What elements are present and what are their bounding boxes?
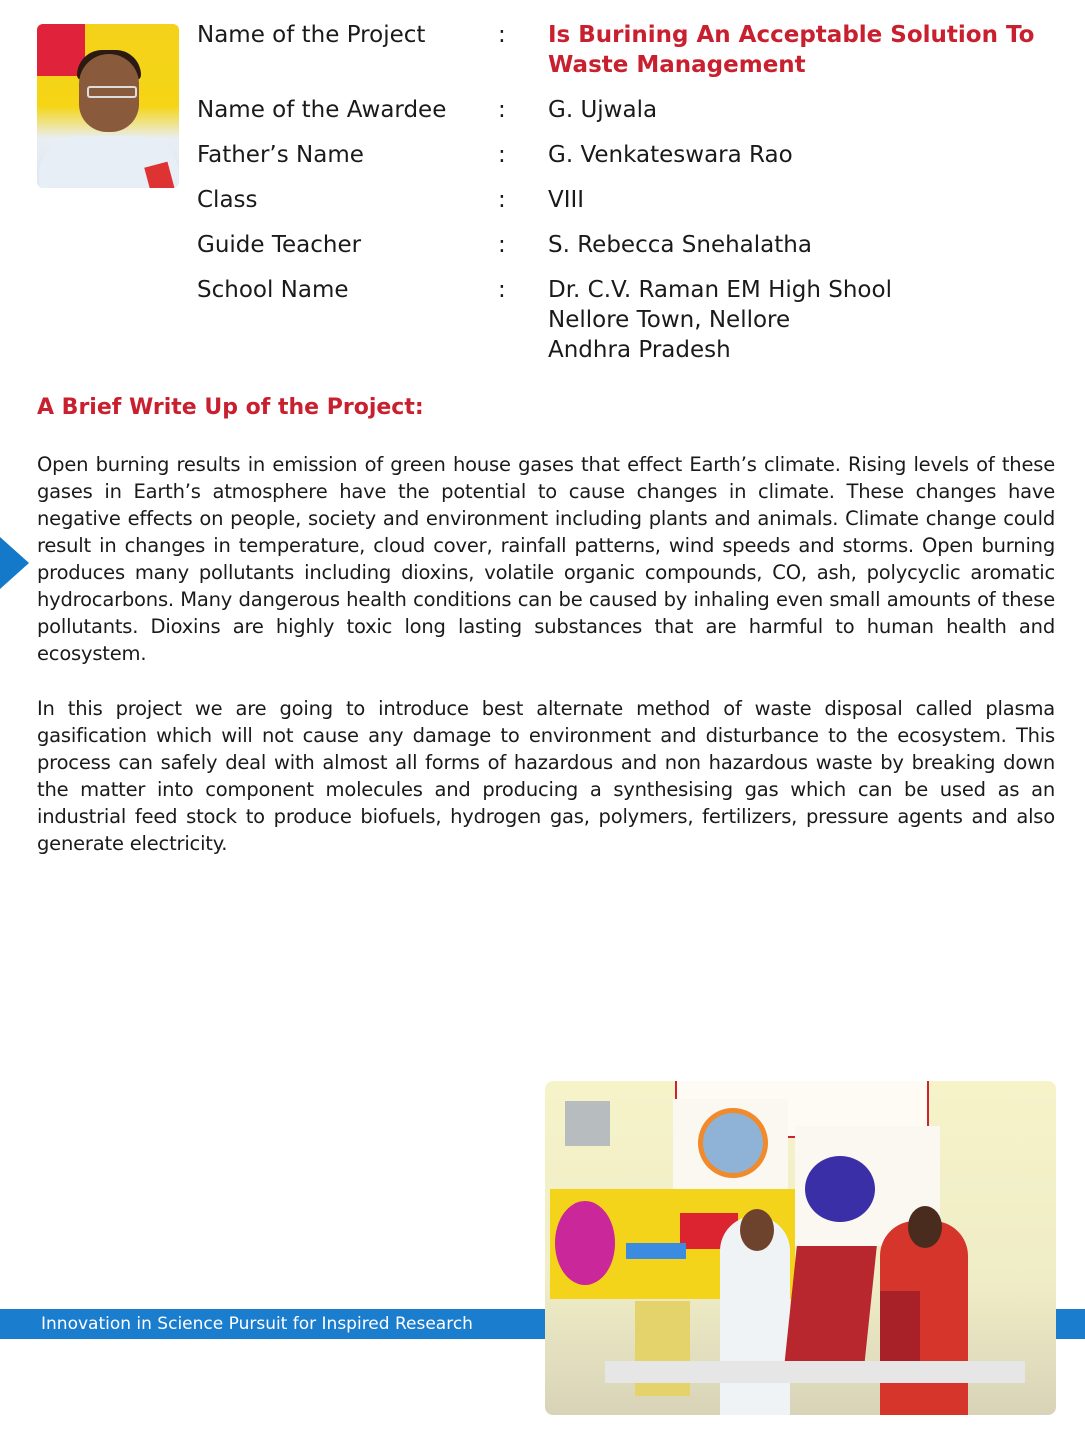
detail-label: Name of the Project bbox=[197, 22, 426, 48]
footer-tagline: Innovation in Science Pursuit for Inspired Research bbox=[41, 1314, 473, 1334]
father-name: G. Venkateswara Rao bbox=[548, 142, 793, 168]
project-title bbox=[548, 20, 1048, 80]
footer-band-right bbox=[1056, 1309, 1085, 1339]
detail-colon: : bbox=[498, 187, 506, 213]
school-town: Nellore Town, Nellore bbox=[548, 307, 791, 333]
detail-colon: : bbox=[498, 232, 506, 258]
project-title-line2: Waste Management bbox=[548, 52, 806, 78]
detail-label: Name of the Awardee bbox=[197, 97, 447, 123]
section-heading: A Brief Write Up of the Project: bbox=[37, 395, 424, 420]
detail-colon: : bbox=[498, 97, 506, 123]
school-address bbox=[548, 275, 1048, 365]
awardee-portrait-photo bbox=[37, 24, 179, 188]
project-title-line1: Is Burining An Acceptable Solution To bbox=[548, 22, 1035, 48]
guide-teacher: S. Rebecca Snehalatha bbox=[548, 232, 812, 258]
detail-label: Class bbox=[197, 187, 258, 213]
detail-colon: : bbox=[498, 142, 506, 168]
class-value: VIII bbox=[548, 187, 585, 213]
school-name: Dr. C.V. Raman EM High Shool bbox=[548, 277, 892, 303]
school-state: Andhra Pradesh bbox=[548, 337, 731, 363]
triangle-marker-icon bbox=[0, 537, 29, 589]
write-up-paragraph: Open burning results in emission of green house gases that effect Earth’s climate. Rising levels of these gases in Earth’s atmosphere have the potential to cause changes in climate. These changes have negative effects on people, society and environment including plants and animals. Climate change could result in changes in temperature, cloud cover, rainfall patterns, wind speeds and storms. Open burning produces many pollutants including dioxins, volatile organic compounds, CO, ash, polycyclic aromatic hydrocarbons. Many dangerous health conditions can be caused by inhaling even small amounts of these pollutants. Dioxins are highly toxic long lasting substances that are harmful to human health and ecosystem. bbox=[37, 453, 1055, 665]
detail-label: School Name bbox=[197, 277, 349, 303]
detail-colon: : bbox=[498, 277, 506, 303]
detail-colon: : bbox=[498, 22, 506, 48]
awardee-name: G. Ujwala bbox=[548, 97, 658, 123]
write-up-paragraph: In this project we are going to introduce best alternate method of waste disposal called plasma gasification which will not cause any damage to environment and disturbance to the ecosystem. This process can safely deal with almost all forms of hazardous and non hazardous waste by breaking down the matter into component molecules and producing a synthesising gas which can be used as an industrial feed stock to produce biofuels, hydrogen gas, polymers, fertilizers, pressure agents and also generate electricity. bbox=[37, 697, 1055, 855]
detail-label: Father’s Name bbox=[197, 142, 364, 168]
project-exhibit-photo bbox=[545, 1081, 1056, 1415]
detail-label: Guide Teacher bbox=[197, 232, 362, 258]
